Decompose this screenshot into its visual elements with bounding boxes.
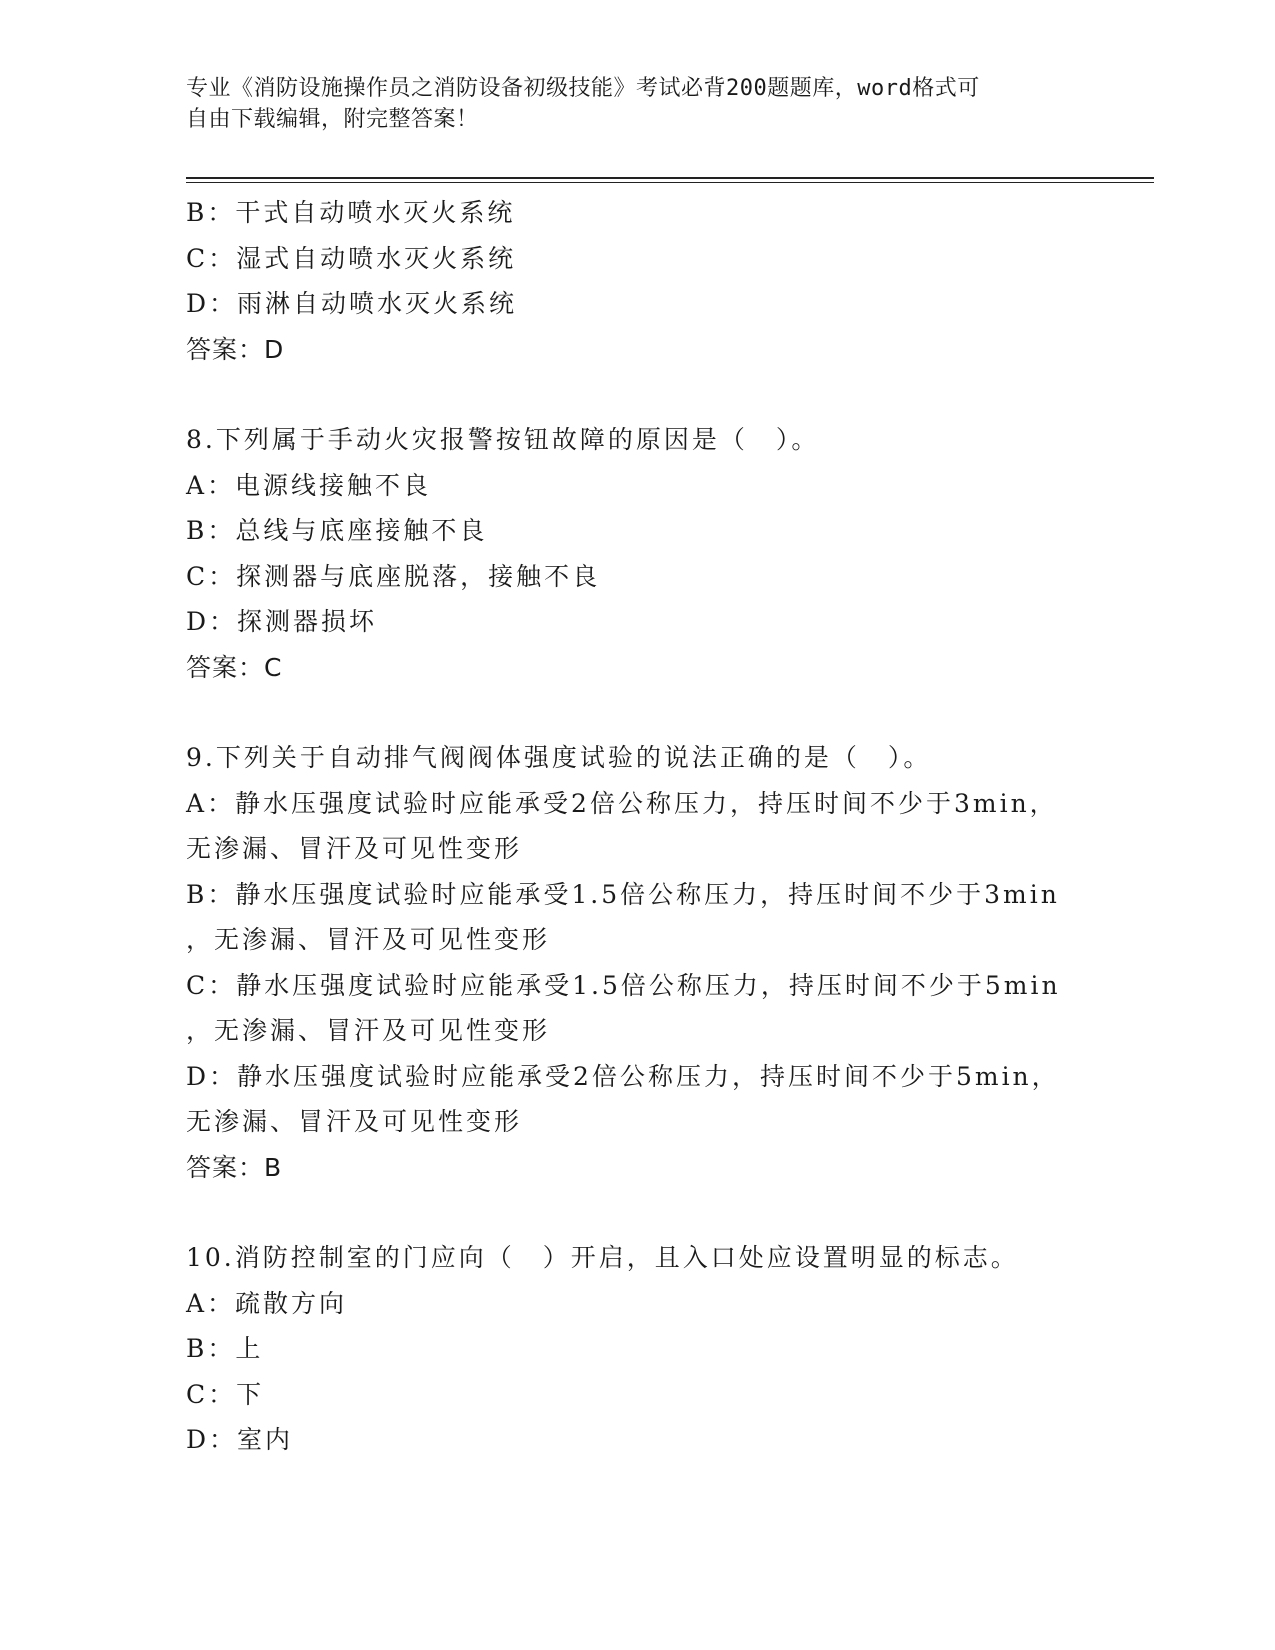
spacer [186, 690, 1086, 735]
question-9-option-b-line-1: B：静水压强度试验时应能承受1.5倍公称压力，持压时间不少于3min [186, 879, 1060, 909]
question-9-answer: 答案：B [186, 1152, 283, 1182]
question-7-option-b: B：干式自动喷水灭火系统 [186, 198, 516, 227]
document-header [186, 73, 1066, 135]
spacer [186, 1190, 1086, 1235]
question-7-option-c: C：湿式自动喷水灭火系统 [186, 243, 517, 273]
question-7-option-d: D：雨淋自动喷水灭火系统 [186, 289, 518, 318]
question-8-option-a: A：电源线接触不良 [186, 470, 432, 500]
question-8-block [186, 417, 1086, 690]
question-7-answer: 答案：D [186, 334, 285, 364]
header-title-line-2: 自由下载编辑，附完整答案！ [186, 107, 479, 132]
question-9-option-c-line-2: ，无渗漏、冒汗及可见性变形 [186, 1016, 551, 1045]
question-8-answer: 答案：C [186, 652, 283, 682]
question-8-option-b: B：总线与底座接触不良 [186, 516, 488, 545]
question-9-option-a-line-1: A：静水压强度试验时应能承受2倍公称压力，持压时间不少于3min， [186, 788, 1058, 818]
header-title-line-1: 专业《消防设施操作员之消防设备初级技能》考试必背200题题库，word格式可 [186, 76, 980, 101]
question-9-option-b-line-2: ，无渗漏、冒汗及可见性变形 [186, 925, 551, 954]
question-9-option-c-line-1: C：静水压强度试验时应能承受1.5倍公称压力，持压时间不少于5min [186, 970, 1061, 1000]
question-10-text: 10.消防控制室的门应向（ ）开启，且入口处应设置明显的标志。 [186, 1243, 1019, 1272]
question-10-option-d: D：室内 [186, 1425, 294, 1454]
header-divider [186, 177, 1154, 183]
question-10-option-b: B：上 [186, 1334, 264, 1363]
question-10-block [186, 1235, 1086, 1463]
question-9-option-d-line-2: 无渗漏、冒汗及可见性变形 [186, 1107, 523, 1136]
question-7-block [186, 190, 1086, 372]
question-8-option-c: C：探测器与底座脱落，接触不良 [186, 561, 601, 591]
question-10-option-a: A：疏散方向 [186, 1288, 348, 1318]
question-9-option-a-line-2: 无渗漏、冒汗及可见性变形 [186, 834, 523, 863]
spacer [186, 372, 1086, 417]
question-8-option-d: D：探测器损坏 [186, 607, 378, 636]
question-8-text: 8.下列属于手动火灾报警按钮故障的原因是（ ）。 [186, 425, 820, 454]
question-9-text: 9.下列关于自动排气阀阀体强度试验的说法正确的是（ ）。 [186, 743, 932, 772]
question-10-option-c: C：下 [186, 1379, 265, 1409]
question-9-block [186, 735, 1086, 1190]
document-body [186, 190, 1086, 1463]
question-9-option-d-line-1: D：静水压强度试验时应能承受2倍公称压力，持压时间不少于5min， [186, 1061, 1060, 1091]
